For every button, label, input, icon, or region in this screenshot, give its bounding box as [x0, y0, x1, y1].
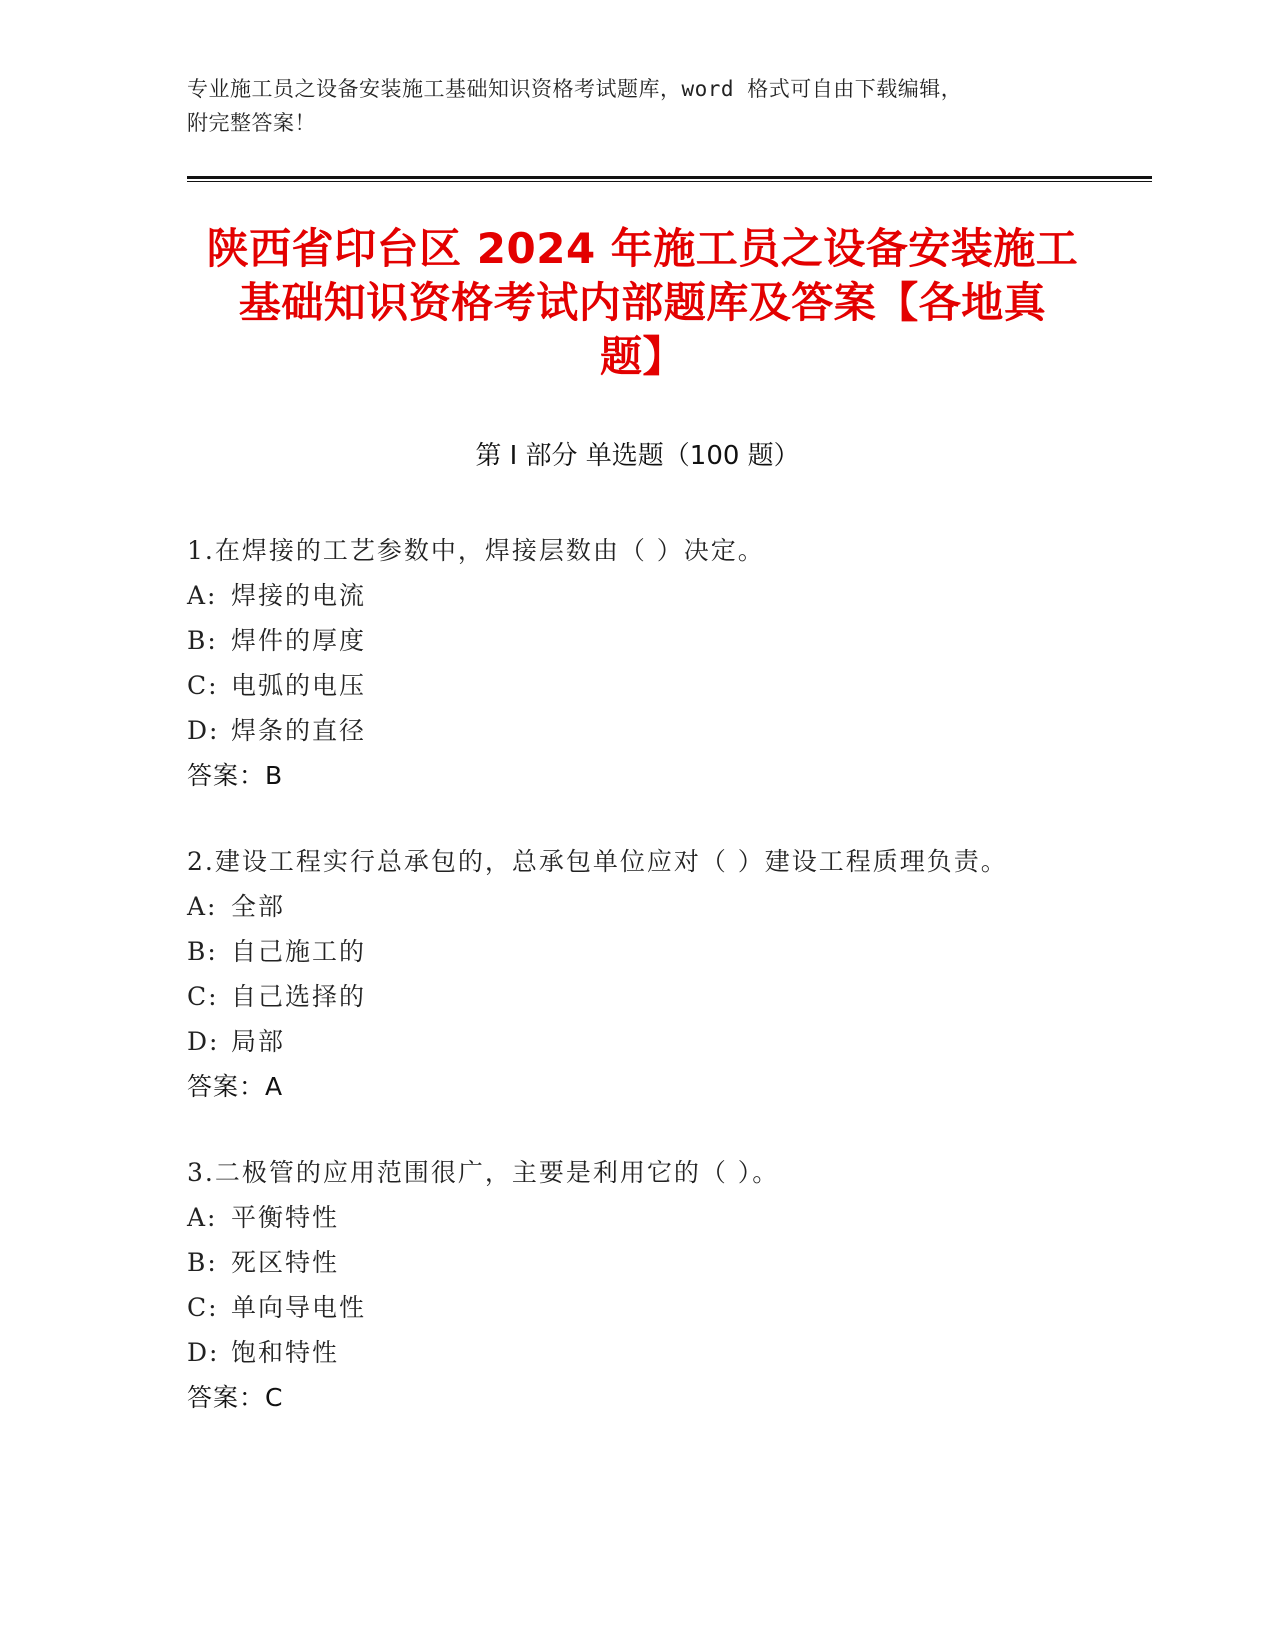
question-stem: 2.建设工程实行总承包的，总承包单位应对（ ）建设工程质理负责。	[187, 847, 1008, 876]
question-option	[187, 1019, 1117, 1064]
header-note-line: 专业施工员之设备安装施工基础知识资格考试题库，word 格式可自由下载编辑，	[187, 77, 963, 101]
option-key: A:	[187, 892, 218, 921]
option-text: 饱和特性	[231, 1338, 340, 1367]
option-key: B:	[187, 937, 218, 966]
option-text: 单向导电性	[231, 1293, 367, 1322]
question-option	[187, 618, 1117, 663]
option-key: C:	[187, 982, 219, 1011]
header-divider-thick	[187, 176, 1152, 179]
question-option	[187, 663, 1117, 708]
option-text: 焊件的厚度	[231, 626, 367, 655]
section-heading: 第 I 部分 单选题（100 题）	[475, 441, 800, 471]
option-key: D:	[187, 1338, 220, 1367]
question-stem: 3.二极管的应用范围很广，主要是利用它的（ ）。	[187, 1158, 780, 1187]
question-option	[187, 974, 1117, 1019]
question-item	[187, 528, 1117, 798]
question-item	[187, 1150, 1117, 1420]
question-option	[187, 1330, 1117, 1375]
option-key: A:	[187, 581, 218, 610]
question-answer: 答案：C	[187, 1383, 284, 1412]
document-title	[175, 222, 1110, 384]
option-key: B:	[187, 626, 218, 655]
question-option	[187, 708, 1117, 753]
question-stem: 1.在焊接的工艺参数中，焊接层数由（ ）决定。	[187, 536, 765, 565]
title-line: 基础知识资格考试内部题库及答案【各地真	[238, 278, 1047, 327]
option-text: 局部	[231, 1027, 286, 1056]
question-option	[187, 1285, 1117, 1330]
question-answer: 答案：B	[187, 761, 284, 790]
option-key: A:	[187, 1203, 218, 1232]
option-text: 焊接的电流	[231, 581, 367, 610]
option-key: C:	[187, 671, 219, 700]
option-text: 自己选择的	[231, 982, 367, 1011]
option-key: D:	[187, 1027, 220, 1056]
question-list	[187, 528, 1117, 1461]
question-option	[187, 1195, 1117, 1240]
question-option	[187, 929, 1117, 974]
option-text: 自己施工的	[231, 937, 367, 966]
header-note-line: 附完整答案！	[187, 111, 316, 135]
question-option	[187, 1240, 1117, 1285]
option-text: 电弧的电压	[231, 671, 367, 700]
option-text: 焊条的直径	[231, 716, 367, 745]
question-option	[187, 884, 1117, 929]
option-text: 全部	[231, 892, 286, 921]
header-divider-thin	[187, 181, 1152, 182]
question-option	[187, 573, 1117, 618]
question-item	[187, 839, 1117, 1109]
question-answer: 答案：A	[187, 1072, 284, 1101]
header-note	[187, 72, 1087, 140]
option-text: 平衡特性	[231, 1203, 340, 1232]
title-line: 陕西省印台区 2024 年施工员之设备安装施工	[206, 224, 1079, 273]
option-text: 死区特性	[231, 1248, 340, 1277]
option-key: C:	[187, 1293, 219, 1322]
option-key: D:	[187, 716, 220, 745]
option-key: B:	[187, 1248, 218, 1277]
title-line: 题】	[599, 332, 685, 381]
